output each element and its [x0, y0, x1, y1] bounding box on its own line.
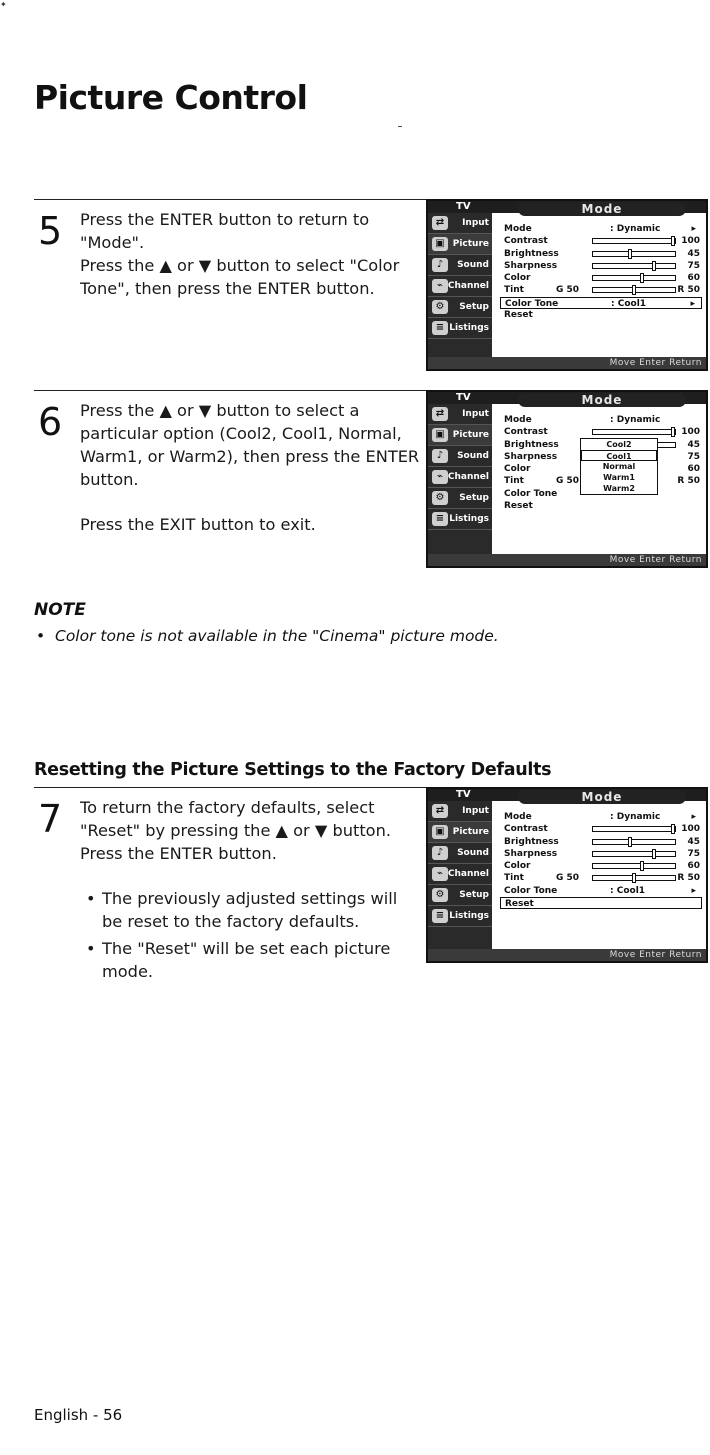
channel-icon: ⌁	[432, 470, 448, 484]
menu-row-contrast[interactable]: Contrast 100	[504, 824, 700, 835]
setup-icon: ⚙	[432, 888, 448, 902]
sound-icon: ♪	[432, 258, 448, 272]
brightness-slider[interactable]	[592, 251, 676, 257]
option-cool2[interactable]: Cool2	[606, 440, 632, 449]
sidebar-item-channel[interactable]: ⌁ Channel	[428, 864, 492, 885]
sidebar-item-setup[interactable]: ⚙ Setup	[428, 488, 492, 509]
step-7-para: To return the factory defaults, select "Reset" by pressing the ▲ or ▼ button. Press the ENTER button.	[80, 798, 391, 863]
step-5-para-1: Press the ENTER button to return to "Mode".	[80, 210, 370, 252]
color-slider[interactable]	[592, 275, 676, 281]
stray-mark	[398, 126, 402, 127]
sidebar-item-setup[interactable]: ⚙ Setup	[428, 885, 492, 906]
menu-row-brightness[interactable]: Brightness 45	[504, 248, 700, 259]
menu-row-brightness[interactable]: Brightness 45	[504, 836, 700, 847]
sound-icon: ♪	[432, 846, 448, 860]
channel-icon: ⌁	[432, 279, 448, 293]
tv-tab: TV	[456, 789, 471, 800]
sharpness-slider[interactable]	[592, 263, 676, 269]
input-icon: ⇄	[432, 407, 448, 421]
menu-row-contrast[interactable]: Contrast 100	[504, 236, 700, 247]
step-7-rule	[34, 787, 428, 788]
menu-row-tint[interactable]: Tint G 50 R 50	[504, 873, 700, 884]
tv-sidebar	[428, 801, 492, 949]
arrow-right-icon: ▸	[691, 812, 696, 822]
sidebar-item-sound[interactable]: ♪ Sound	[428, 255, 492, 276]
corner-mark: ✦	[0, 0, 7, 9]
option-warm1[interactable]: Warm1	[603, 473, 635, 482]
arrow-right-icon: ▸	[691, 224, 696, 234]
sidebar-item-input[interactable]: ⇄ Input	[428, 801, 492, 822]
sidebar-item-sound[interactable]: ♪ Sound	[428, 843, 492, 864]
setup-icon: ⚙	[432, 491, 448, 505]
sidebar-item-picture[interactable]: ▣ Picture	[428, 822, 492, 843]
contrast-slider[interactable]	[592, 826, 676, 832]
tv-sidebar	[428, 404, 492, 554]
option-normal[interactable]: Normal	[602, 462, 636, 471]
sidebar-item-listings[interactable]: ≡ Listings	[428, 906, 492, 927]
listings-icon: ≡	[432, 909, 448, 923]
tv-tab: TV	[456, 392, 471, 403]
step-6-number: 6	[38, 400, 63, 444]
arrow-right-icon: ▸	[691, 885, 696, 896]
tv-menu-list	[500, 811, 702, 909]
step-5-text	[80, 208, 400, 300]
tv-menu-title: Mode	[518, 393, 686, 407]
step-6-para-1: Press the ▲ or ▼ button to select a particular option (Cool2, Cool1, Normal, Warm1, or Warm2), then press the ENTER button.	[80, 401, 420, 489]
sidebar-item-input[interactable]: ⇄ Input	[428, 404, 492, 425]
brightness-slider[interactable]	[592, 839, 676, 845]
sidebar-item-channel[interactable]: ⌁ Channel	[428, 467, 492, 488]
step-5-para-2: Press the ▲ or ▼ button to select "Color Tone", then press the ENTER button.	[80, 256, 400, 298]
input-icon: ⇄	[432, 216, 448, 230]
picture-icon: ▣	[432, 237, 448, 251]
sidebar-item-listings[interactable]: ≡ Listings	[428, 509, 492, 530]
tint-slider[interactable]	[592, 875, 676, 881]
option-cool1[interactable]: Cool1	[581, 450, 657, 461]
sidebar-item-sound[interactable]: ♪ Sound	[428, 446, 492, 467]
sharpness-slider[interactable]	[592, 851, 676, 857]
tv-menu-screen-3	[426, 787, 708, 963]
menu-row-mode[interactable]: Mode : Dynamic	[504, 415, 661, 425]
menu-row-color[interactable]: Color 60	[504, 464, 700, 475]
sidebar-item-channel[interactable]: ⌁ Channel	[428, 276, 492, 297]
menu-row-mode[interactable]: Mode : Dynamic ▸	[504, 224, 696, 234]
page-title: Picture Control	[34, 78, 308, 117]
page-footer: English - 56	[34, 1406, 123, 1424]
arrow-right-icon: ▸	[690, 298, 695, 309]
tv-menu-list	[500, 223, 702, 321]
listings-icon: ≡	[432, 512, 448, 526]
menu-row-sharpness[interactable]: Sharpness 75	[504, 260, 700, 271]
picture-icon: ▣	[432, 825, 448, 839]
menu-row-contrast[interactable]: Contrast 100	[504, 427, 700, 438]
tv-bottombar: Move Enter Return	[428, 357, 706, 369]
step-5-rule	[34, 199, 428, 200]
menu-row-sharpness[interactable]: Sharpness 75	[504, 848, 700, 859]
contrast-slider[interactable]	[592, 238, 676, 244]
color-slider[interactable]	[592, 863, 676, 869]
sidebar-item-setup[interactable]: ⚙ Setup	[428, 297, 492, 318]
tv-menu-title: Mode	[518, 202, 686, 216]
channel-icon: ⌁	[432, 867, 448, 881]
tv-menu-screen-2	[426, 390, 708, 568]
menu-row-tint[interactable]: Tint G 50 R 50	[504, 476, 700, 487]
menu-row-sharpness[interactable]: Sharpness 75	[504, 451, 700, 462]
sidebar-item-listings[interactable]: ≡ Listings	[428, 318, 492, 339]
tv-bottombar: Move Enter Return	[428, 554, 706, 566]
step-5-number: 5	[38, 209, 63, 253]
bullet-item: • The previously adjusted settings will be reset to the factory defaults.	[80, 887, 406, 933]
picture-icon: ▣	[432, 428, 448, 442]
step-7-text	[80, 796, 406, 987]
setup-icon: ⚙	[432, 300, 448, 314]
menu-row-colortone[interactable]: Color Tone	[504, 488, 558, 499]
listings-icon: ≡	[432, 321, 448, 335]
section-heading: Resetting the Picture Settings to the Factory Defaults	[34, 760, 552, 780]
step-6-para-2: Press the EXIT button to exit.	[80, 515, 316, 534]
step-6-text	[80, 399, 420, 536]
tint-slider[interactable]	[592, 287, 676, 293]
contrast-slider[interactable]	[592, 429, 676, 435]
menu-row-reset[interactable]: Reset	[504, 501, 533, 512]
step-7-bullets	[80, 887, 406, 983]
menu-row-colortone[interactable]: Color Tone : Cool1 ▸	[504, 885, 696, 896]
bullet-item: • The "Reset" will be set each picture mode.	[80, 937, 406, 983]
tv-sidebar	[428, 213, 492, 357]
menu-row-reset[interactable]: Reset	[500, 897, 702, 909]
tv-bottombar: Move Enter Return	[428, 949, 706, 961]
menu-row-reset[interactable]: Reset	[504, 310, 533, 321]
step-6-rule	[34, 390, 428, 391]
input-icon: ⇄	[432, 804, 448, 818]
menu-row-tint[interactable]: Tint G 50 R 50	[504, 285, 700, 296]
sound-icon: ♪	[432, 449, 448, 463]
note-heading: NOTE	[34, 600, 86, 620]
tv-menu-screen-1	[426, 199, 708, 371]
menu-row-colortone[interactable]: Color Tone : Cool1 ▸	[500, 297, 702, 309]
tv-tab: TV	[456, 201, 471, 212]
menu-row-color[interactable]: Color 60	[504, 861, 700, 872]
menu-row-color[interactable]: Color 60	[504, 273, 700, 284]
menu-row-mode[interactable]: Mode : Dynamic ▸	[504, 812, 696, 822]
sidebar-item-picture[interactable]: ▣ Picture	[428, 234, 492, 255]
sidebar-item-input[interactable]: ⇄ Input	[428, 213, 492, 234]
note-item: • Color tone is not available in the "Cinema" picture mode.	[36, 627, 499, 645]
sidebar-item-picture[interactable]: ▣ Picture	[428, 425, 492, 446]
step-7-number: 7	[38, 797, 63, 841]
color-tone-dropdown	[580, 438, 658, 495]
menu-row-brightness[interactable]: Brightness 45	[504, 439, 700, 450]
tv-menu-title: Mode	[518, 790, 686, 804]
option-warm2[interactable]: Warm2	[603, 484, 635, 493]
